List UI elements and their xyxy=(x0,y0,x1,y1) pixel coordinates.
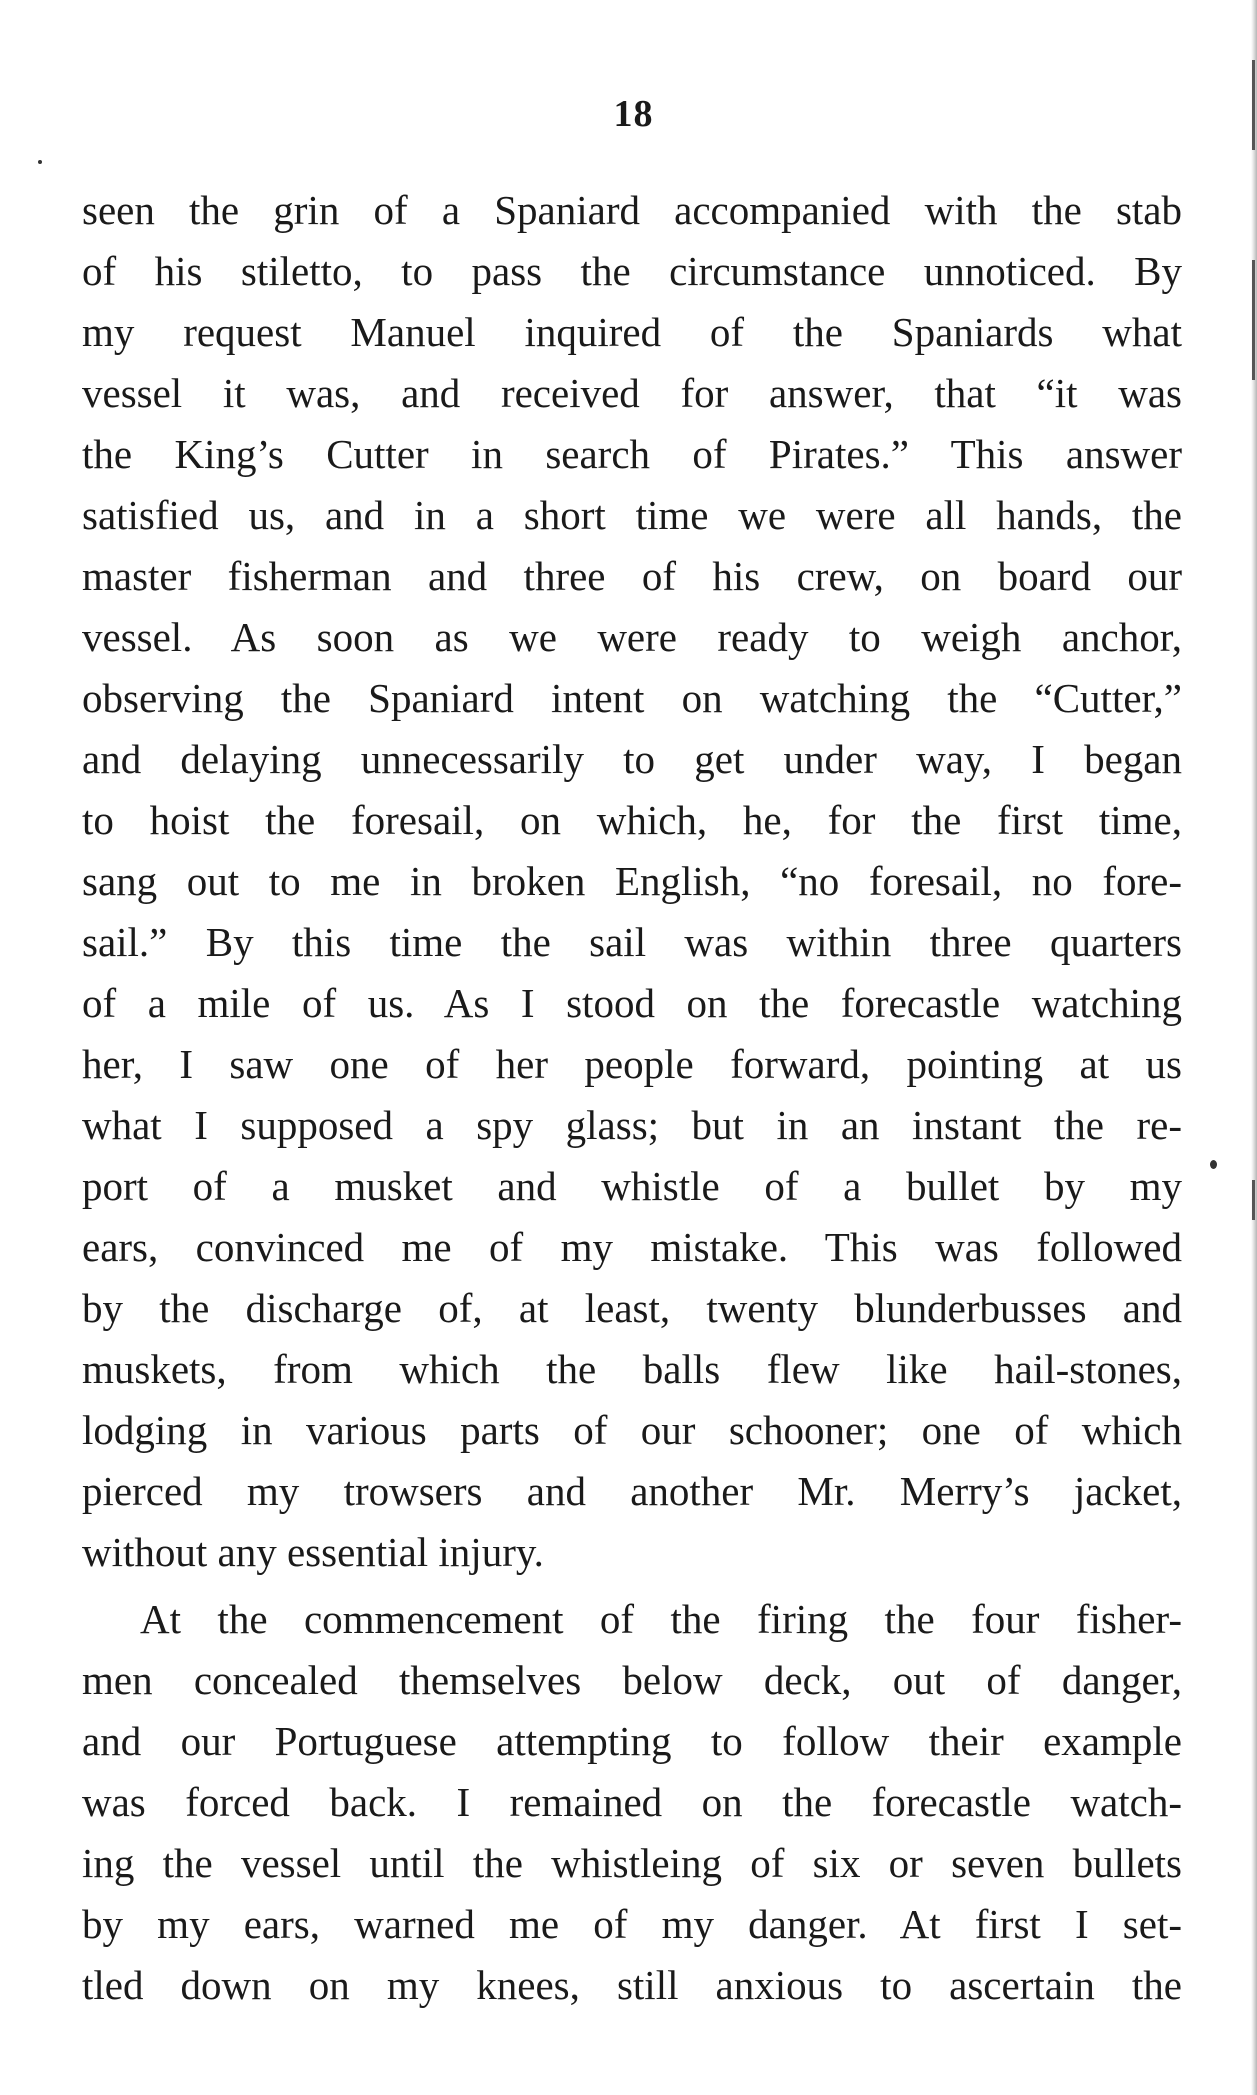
text-line: ears, convinced me of my mistake. This was followed xyxy=(82,1224,1182,1270)
text-line: by my ears, warned me of my danger. At first I set- xyxy=(82,1901,1182,1947)
text-line: of a mile of us. As I stood on the forecastle watching xyxy=(82,980,1182,1026)
text-line: sang out to me in broken English, “no foresail, no fore- xyxy=(82,858,1182,904)
text-line: observing the Spaniard intent on watching the “Cutter,” xyxy=(82,675,1182,721)
text-line: by the discharge of, at least, twenty blunderbusses and xyxy=(82,1285,1182,1331)
text-line: the King’s Cutter in search of Pirates.” This answer xyxy=(82,431,1182,477)
text-line: vessel it was, and received for answer, that “it was xyxy=(82,370,1182,416)
text-line: satisfied us, and in a short time we were all hands, the xyxy=(82,492,1182,538)
text-line: vessel. As soon as we were ready to weigh anchor, xyxy=(82,614,1182,660)
text-line: ing the vessel until the whistleing of six or seven bullets xyxy=(82,1840,1182,1886)
text-line: lodging in various parts of our schooner; one of which xyxy=(82,1407,1182,1453)
body-text xyxy=(82,180,1182,2016)
binding-shadow xyxy=(1252,1180,1255,1220)
text-line: port of a musket and whistle of a bullet by my xyxy=(82,1163,1182,1209)
text-line: and delaying unnecessarily to get under way, I began xyxy=(82,736,1182,782)
paper-speck xyxy=(1210,1160,1217,1169)
binding-shadow xyxy=(1252,260,1255,380)
text-line: muskets, from which the balls flew like hail-stones, xyxy=(82,1346,1182,1392)
text-line: sail.” By this time the sail was within three quarters xyxy=(82,919,1182,965)
text-line: was forced back. I remained on the forecastle watch- xyxy=(82,1779,1182,1825)
text-line: and our Portuguese attempting to follow their example xyxy=(82,1718,1182,1764)
text-line: At the commencement of the firing the four fisher- xyxy=(140,1596,1182,1642)
text-line: men concealed themselves below deck, out of danger, xyxy=(82,1657,1182,1703)
paper-speck xyxy=(38,160,42,164)
page-number: 18 xyxy=(613,93,654,135)
text-line: what I supposed a spy glass; but in an instant the re- xyxy=(82,1102,1182,1148)
text-line: without any essential injury. xyxy=(82,1529,544,1575)
paragraph-2 xyxy=(82,1589,1182,2016)
paragraph-1 xyxy=(82,180,1182,1583)
text-line: her, I saw one of her people forward, pointing at us xyxy=(82,1041,1182,1087)
binding-shadow xyxy=(1252,60,1255,150)
text-line: of his stiletto, to pass the circumstance unnoticed. By xyxy=(82,248,1182,294)
text-line: to hoist the foresail, on which, he, for the first time, xyxy=(82,797,1182,843)
text-line: seen the grin of a Spaniard accompanied with the stab xyxy=(82,187,1182,233)
text-line: pierced my trowsers and another Mr. Merry’s jacket, xyxy=(82,1468,1182,1514)
text-line: master fisherman and three of his crew, on board our xyxy=(82,553,1182,599)
text-line: tled down on my knees, still anxious to ascertain the xyxy=(82,1962,1182,2008)
text-line: my request Manuel inquired of the Spaniards what xyxy=(82,309,1182,355)
